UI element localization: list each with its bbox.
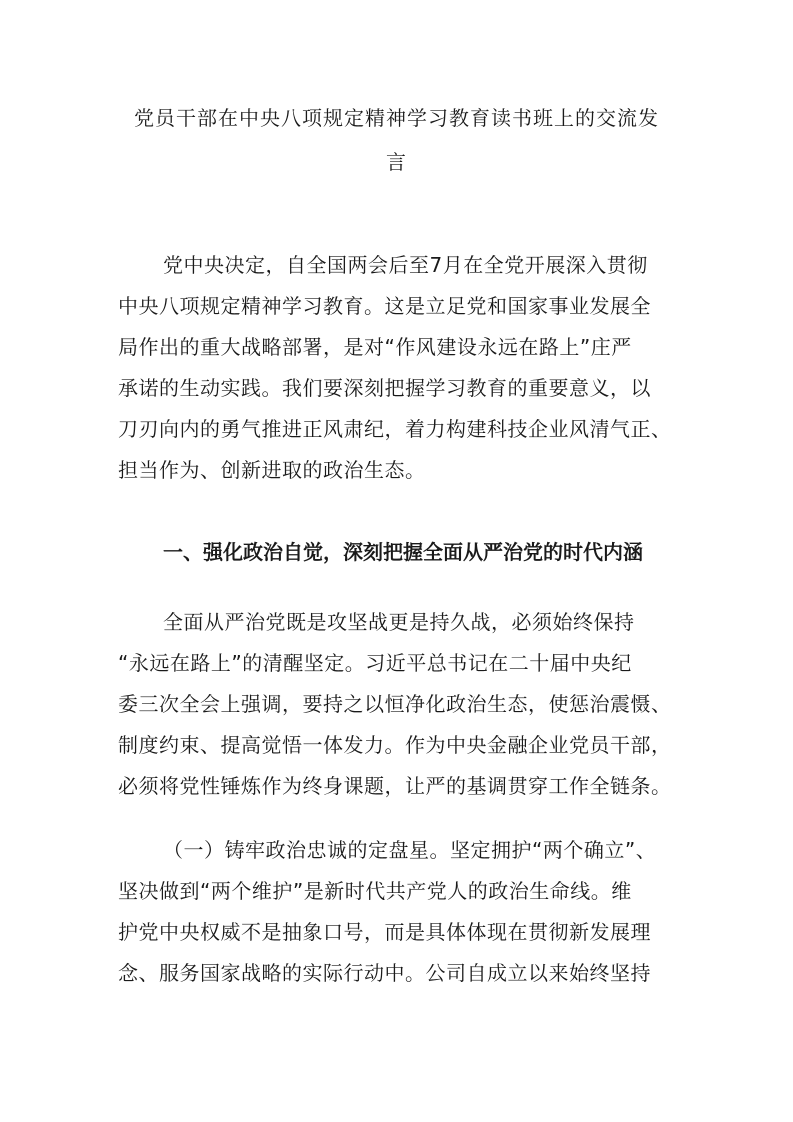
title-line-1: 党员干部在中央八项规定精神学习教育读书班上的交流发	[134, 106, 659, 130]
paragraph-line: 承诺的生动实践。我们要深刻把握学习教育的重要意义，以	[118, 376, 651, 400]
document-title	[120, 96, 673, 184]
paragraph-line: 党中央决定，自全国两会后至7月在全党开展深入贯彻	[163, 253, 648, 277]
paragraph-line: 中央八项规定精神学习教育。这是立足党和国家事业发展全	[118, 294, 651, 318]
paragraph-line: 念、服务国家战略的实际行动中。公司自成立以来始终坚持	[118, 961, 651, 985]
paragraph-line: 委三次全会上强调，要持之以恒净化政治生态，使惩治震慑、	[118, 692, 672, 716]
paragraph-line: “永远在路上”的清醒坚定。习近平总书记在二十届中央纪	[118, 651, 632, 675]
paragraph-line: 担当作为、创新进取的政治生态。	[118, 458, 426, 482]
paragraph-line: 护党中央权威不是抽象口号，而是具体体现在贯彻新发展理	[118, 920, 651, 944]
paragraph-line: 必须将党性锤炼作为终身课题，让严的基调贯穿工作全链条。	[118, 774, 672, 798]
title-line-2: 言	[386, 150, 407, 174]
paragraph-line: 局作出的重大战略部署，是对“作风建设永远在路上”庄严	[118, 335, 632, 359]
paragraph-line: 制度约束、提高觉悟一体发力。作为中央金融企业党员干部，	[118, 733, 672, 757]
intro-paragraph	[118, 245, 680, 491]
subsection-paragraph	[118, 830, 680, 994]
paragraph-line: 刀刃向内的勇气推进正风肃纪，着力构建科技企业风清气正、	[118, 417, 672, 441]
paragraph-line: （一）铸牢政治忠诚的定盘星。坚定拥护“两个确立”、	[163, 838, 657, 862]
section-paragraph	[118, 602, 680, 807]
paragraph-line: 全面从严治党既是攻坚战更是持久战，必须始终保持	[163, 610, 635, 634]
paragraph-line: 坚决做到“两个维护”是新时代共产党人的政治生命线。维	[118, 879, 632, 903]
section-heading: 一、强化政治自觉，深刻把握全面从严治党的时代内涵	[163, 540, 643, 564]
